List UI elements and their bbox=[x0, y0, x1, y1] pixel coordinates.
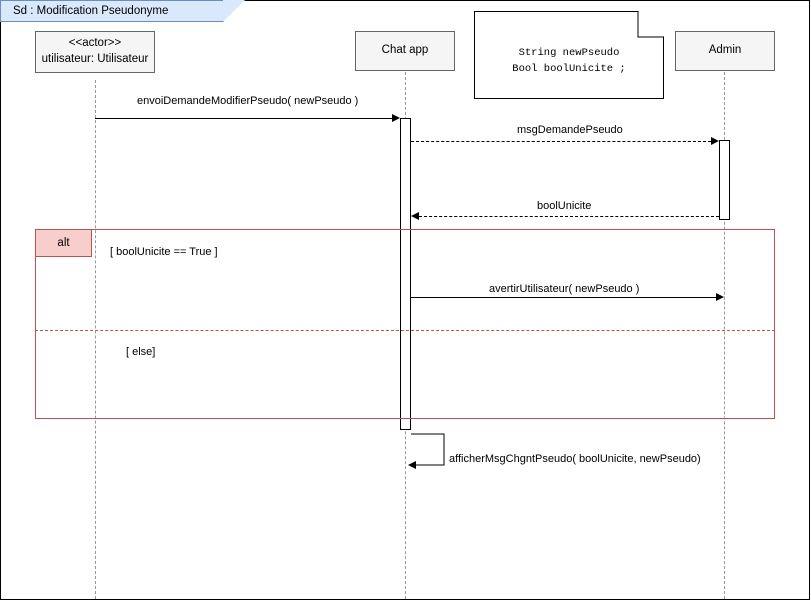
message-line-m4 bbox=[411, 297, 716, 298]
message-arrowhead-m4 bbox=[716, 293, 724, 301]
message-label-m1: envoiDemandeModifierPseudo( newPseudo ) bbox=[137, 95, 359, 107]
lifeline-stereotype-utilisateur: <<actor>> bbox=[68, 37, 122, 50]
note-line-2: Bool boolUnicite ; bbox=[512, 62, 626, 75]
frame-title-tab bbox=[0, 0, 224, 22]
note-box[interactable] bbox=[474, 11, 664, 99]
alt-fragment-operator bbox=[35, 229, 92, 257]
message-label-m5: afficherMsgChgntPseudo( boolUnicite, newPseudo) bbox=[449, 453, 701, 465]
message-line-m3 bbox=[419, 216, 719, 217]
alt-guard-2: [ else] bbox=[126, 346, 156, 358]
message-label-m3: boolUnicite bbox=[537, 200, 592, 212]
alt-operator-label: alt bbox=[57, 237, 70, 249]
note-line-1: String newPseudo bbox=[518, 47, 620, 59]
activation-admin bbox=[719, 140, 730, 220]
message-label-m4: avertirUtilisateur( newPseudo ) bbox=[489, 283, 640, 295]
lifeline-name-admin: Admin bbox=[708, 44, 742, 57]
frame-title-label: Sd : Modification Pseudonyme bbox=[13, 5, 169, 17]
frame-tab-clip bbox=[0, 0, 260, 23]
note-fold-outline-icon bbox=[627, 11, 664, 48]
lifeline-name-chatapp: Chat app bbox=[381, 44, 429, 57]
lifeline-name-utilisateur: utilisateur: Utilisateur bbox=[41, 53, 149, 65]
message-arrowhead-m5 bbox=[408, 461, 416, 469]
message-line-m2 bbox=[411, 141, 711, 142]
message-line-m1 bbox=[95, 118, 392, 119]
message-arrowhead-m1 bbox=[392, 114, 400, 122]
message-arrowhead-m3 bbox=[411, 212, 419, 220]
lifeline-head-chatapp[interactable] bbox=[355, 31, 455, 71]
lifeline-head-utilisateur[interactable] bbox=[35, 31, 155, 73]
message-arrowhead-m2 bbox=[711, 137, 719, 145]
alt-guard-1: [ boolUnicite == True ] bbox=[110, 246, 218, 258]
alt-fragment-divider bbox=[35, 330, 775, 331]
note-text-body bbox=[475, 46, 663, 78]
message-label-m2: msgDemandePseudo bbox=[517, 124, 623, 136]
lifeline-head-admin[interactable] bbox=[675, 31, 775, 71]
